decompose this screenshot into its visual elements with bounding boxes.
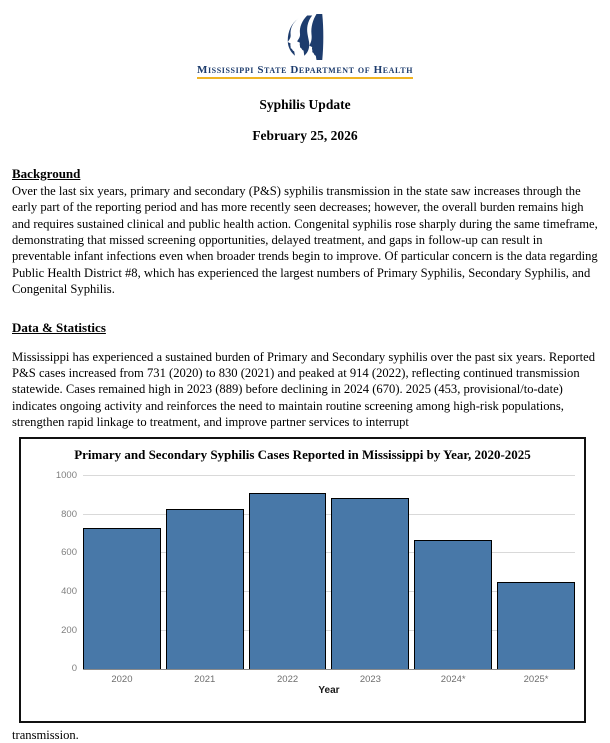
bar (497, 582, 575, 669)
page-title: Syphilis Update (259, 97, 351, 112)
x-axis-tick-label: 2021 (194, 674, 216, 686)
bar (414, 540, 492, 669)
syphilis-cases-bar-chart (19, 437, 586, 723)
agency-name: Mississippi State Department of Health (197, 64, 413, 79)
y-axis-tick-label: 800 (61, 508, 77, 520)
chart-title: Primary and Secondary Syphilis Cases Reported in Mississippi by Year, 2020-2025 (74, 447, 531, 463)
y-axis-tick-label: 400 (61, 586, 77, 598)
x-axis-tick-label: 2024* (440, 674, 466, 686)
bar-series (83, 476, 575, 669)
document-date: February 25, 2026 (252, 128, 358, 143)
data-statistics-paragraph: Mississippi has experienced a sustained burden of Primary and Secondary syphilis over the past six years. Reported P&S cases increased from 731 (2020) to 830 (2021) and peaked at 914 (2022), reflecting continued transmission statewide. Cases remained high in 2023 (889) before declining in 2024 (670). 2025 (453, provisional/to-date) indicates ongoing activity and reinforces the need to maintain routine screening among high-risk populations, strengthen rapid linkage to treatment, and improve partner services to interrupt (12, 349, 596, 429)
y-axis-tick-label: 0 (71, 663, 77, 675)
x-axis-tick-label: 2025* (523, 674, 549, 686)
x-axis-tick-label: 2020 (111, 674, 133, 686)
bar (83, 528, 161, 669)
x-axis-title: Year (318, 685, 340, 697)
plot-region (55, 470, 575, 675)
closing-text: transmission. (12, 728, 79, 743)
msdh-faces-icon (283, 14, 327, 60)
chart-plot-area (21, 468, 584, 698)
y-axis-tick-label: 1000 (55, 470, 77, 482)
y-axis-tick-label: 200 (61, 624, 77, 636)
background-paragraph: Over the last six years, primary and secondary (P&S) syphilis transmission in the state saw increases through the early part of the reporting period and has more recently seen decreases; however, the overall burden remains high and requires sustained clinical and public health action. Congenital syphilis rose sharply during the same timeframe, demonstrating that missed screening opportunities, delayed treatment, and gaps in follow-up can result in preventable infant infections even when broader trends begin to improve. Of particular concern is the data regarding Public Health District #8, which has experienced the largest numbers of Primary Syphilis, Secondary Syphilis, and Congenital Syphilis. (12, 184, 598, 297)
x-axis-tick-label: 2023 (359, 674, 381, 686)
bar (249, 493, 327, 669)
x-axis-tick-label: 2022 (277, 674, 299, 686)
section-heading-background: Background (12, 166, 81, 181)
bar (166, 509, 244, 669)
y-axis-tick-label: 600 (61, 547, 77, 559)
agency-logo (12, 14, 598, 79)
bar (331, 498, 409, 670)
x-axis-tick-labels (83, 674, 575, 685)
section-heading-data-statistics: Data & Statistics (12, 319, 106, 335)
